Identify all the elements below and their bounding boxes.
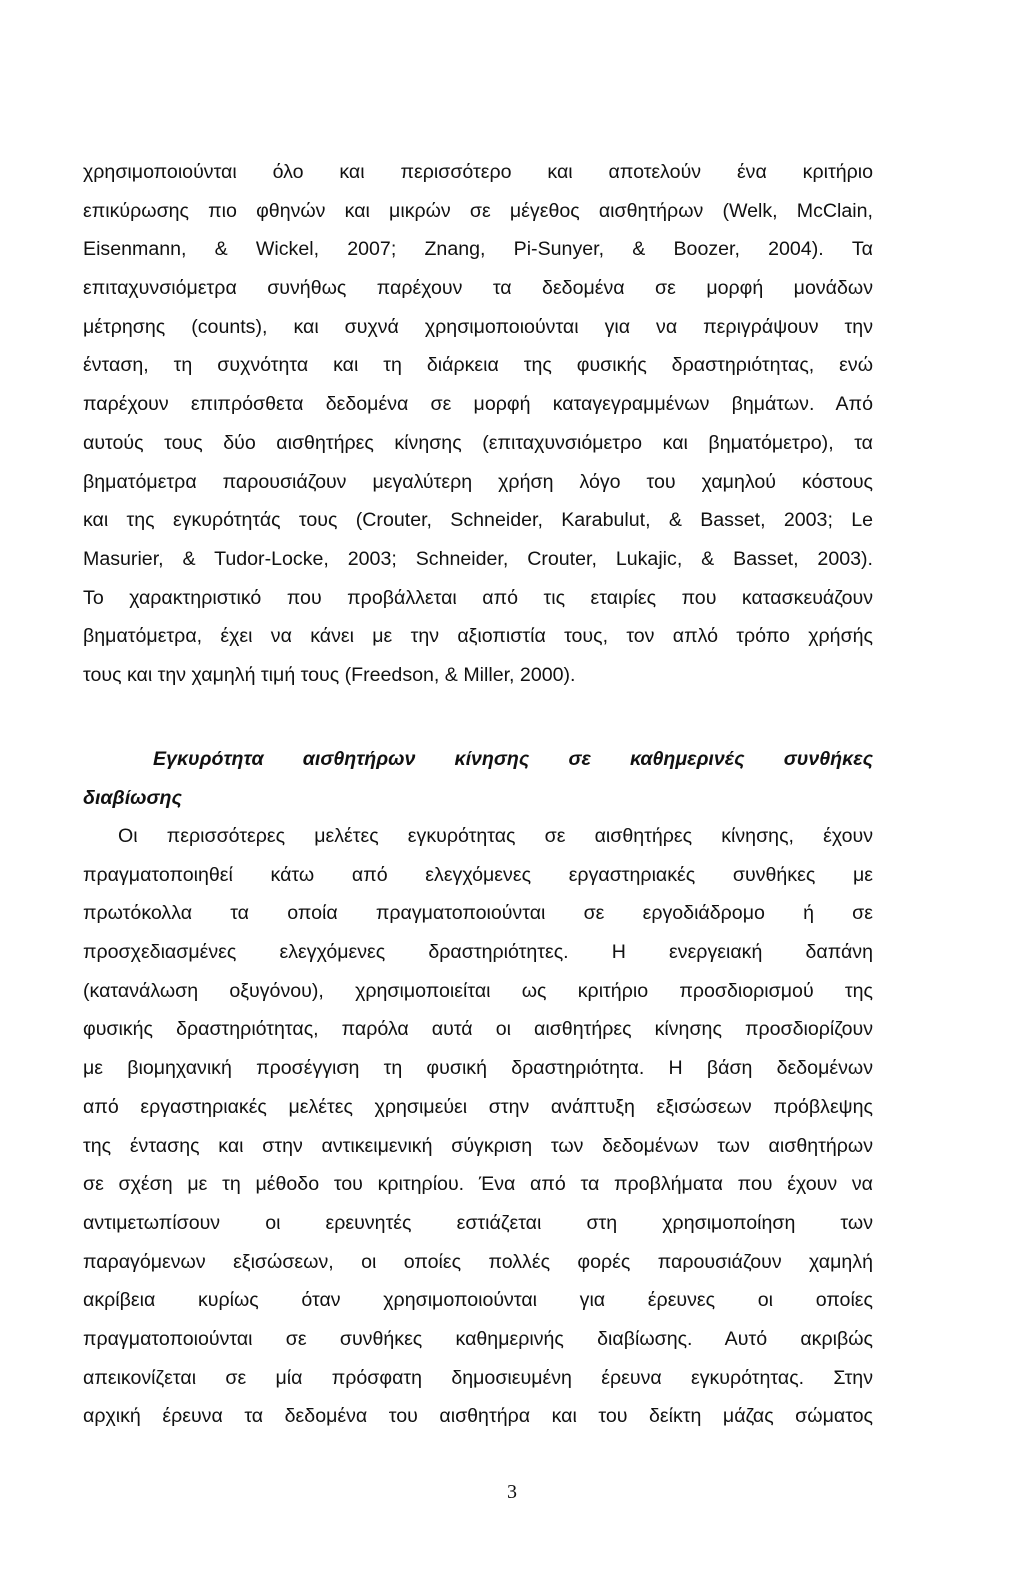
text-line: προσχεδιασμένες ελεγχόμενες δραστηριότητες. Η ενεργειακή δαπάνη (83, 941, 873, 964)
text-line: σε σχέση με τη μέθοδο του κριτηρίου. Ένα από τα προβλήματα που έχουν να (83, 1173, 873, 1196)
text-line: παρέχουν επιπρόσθετα δεδομένα σε μορφή καταγεγραμμένων βημάτων. Από (83, 393, 873, 416)
text-line: από εργαστηριακές μελέτες χρησιμεύει στην ανάπτυξη εξισώσεων πρόβλεψης (83, 1095, 873, 1118)
text-line: απεικονίζεται σε μία πρόσφατη δημοσιευμένη έρευνα εγκυρότητας. Στην (83, 1366, 873, 1389)
section-heading-line-2: διαβίωσης (83, 786, 182, 809)
text-line: Οι περισσότερες μελέτες εγκυρότητας σε αισθητήρες κίνησης, έχουν (118, 825, 873, 847)
text-line: και της εγκυρότητάς τους (Crouter, Schneider, Karabulut, & Basset, 2003; Le (83, 509, 873, 532)
text-line: επιταχυνσιόμετρα συνήθως παρέχουν τα δεδομένα σε μορφή μονάδων (83, 277, 873, 300)
text-line: φυσικής δραστηριότητας, παρόλα αυτά οι αισθητήρες κίνησης προσδιορίζουν (83, 1018, 873, 1041)
text-line: βηματόμετρα παρουσιάζουν μεγαλύτερη χρήση λόγο του χαμηλού κόστους (83, 470, 873, 493)
text-line: χρησιμοποιούνται όλο και περισσότερο και αποτελούν ένα κριτήριο (83, 161, 873, 183)
text-line: (κατανάλωση οξυγόνου), χρησιμοποιείται ως κριτήριο προσδιορισμού της (83, 979, 873, 1002)
text-line: πραγματοποιηθεί κάτω από ελεγχόμενες εργαστηριακές συνθήκες με (83, 863, 873, 886)
text-line: επικύρωσης πιο φθηνών και μικρών σε μέγεθος αισθητήρων (Welk, McClain, (83, 199, 873, 222)
text-line: της έντασης και στην αντικειμενική σύγκριση των δεδομένων των αισθητήρων (83, 1134, 873, 1157)
text-line: μέτρησης (counts), και συχνά χρησιμοποιούνται για να περιγράψουν την (83, 315, 873, 338)
text-line: αυτούς τους δύο αισθητήρες κίνησης (επιταχυνσιόμετρο και βηματόμετρο), τα (83, 431, 873, 454)
page-number: 3 (507, 1481, 517, 1503)
section-heading-line-1: Εγκυρότητα αισθητήρων κίνησης σε καθημερινές συνθήκες (153, 748, 873, 770)
text-line: πρωτόκολλα τα οποία πραγματοποιούνται σε εργοδιάδρομο ή σε (83, 902, 873, 925)
text-line: αντιμετωπίσουν οι ερευνητές εστιάζεται στη χρησιμοποίηση των (83, 1211, 873, 1234)
text-line: Το χαρακτηριστικό που προβάλλεται από τις εταιρίες που κατασκευάζουν (83, 586, 873, 609)
paragraph-body (83, 817, 873, 1436)
text-line: ακρίβεια κυρίως όταν χρησιμοποιούνται για έρευνες οι οποίες (83, 1289, 873, 1312)
text-line: πραγματοποιούνται σε συνθήκες καθημερινής διαβίωσης. Αυτό ακριβώς (83, 1327, 873, 1350)
text-line: τους και την χαμηλή τιμή τους (Freedson, & Miller, 2000). (83, 663, 576, 686)
section-heading (83, 740, 873, 817)
text-line: Eisenmann, & Wickel, 2007; Znang, Pi-Sunyer, & Boozer, 2004). Τα (83, 238, 873, 261)
text-line: βηματόμετρα, έχει να κάνει με την αξιοπιστία τους, τον απλό τρόπο χρήσής (83, 625, 873, 648)
paragraph-continuation (83, 153, 873, 695)
text-line: Masurier, & Tudor-Locke, 2003; Schneider, Crouter, Lukajic, & Basset, 2003). (83, 547, 873, 570)
text-line: με βιομηχανική προσέγγιση τη φυσική δραστηριότητα. Η βάση δεδομένων (83, 1057, 873, 1080)
text-line: αρχική έρευνα τα δεδομένα του αισθητήρα και του δείκτη μάζας σώματος (83, 1405, 873, 1428)
text-line: ένταση, τη συχνότητα και τη διάρκεια της φυσικής δραστηριότητας, ενώ (83, 354, 873, 377)
text-line: παραγόμενων εξισώσεων, οι οποίες πολλές φορές παρουσιάζουν χαμηλή (83, 1250, 873, 1273)
